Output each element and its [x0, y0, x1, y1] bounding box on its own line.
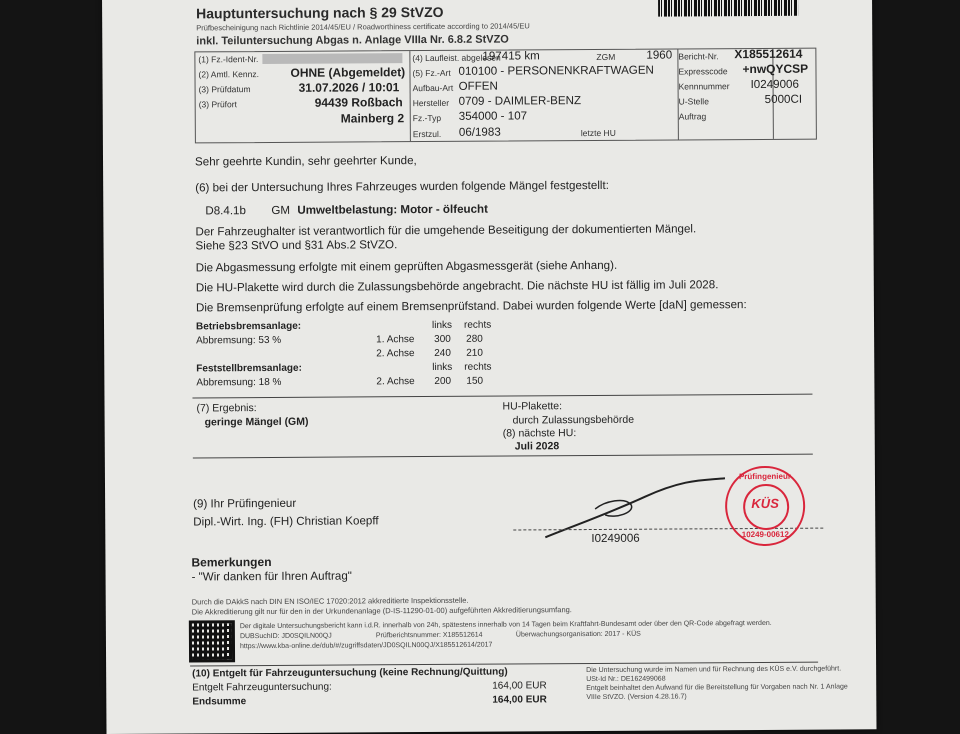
document-title: Hauptuntersuchung nach § 29 StVZO [196, 3, 444, 22]
ergebnis-value: geringe Mängel (GM) [204, 415, 309, 429]
zgm-value: 1960 [646, 48, 673, 62]
remarks-text: - "Wir danken für Ihren Auftrag" [191, 569, 352, 584]
paragraph-legal-ref: Siehe §23 StVO und §31 Abs.2 StVZO. [195, 238, 398, 253]
qr-code[interactable] [192, 623, 232, 659]
plakette-label: HU-Plakette: [502, 400, 563, 413]
digital-dub-id: DUBSuchID: JD0SQILN00QJ [239, 632, 332, 641]
brake-row-rechts: 280 [466, 333, 483, 345]
fz-ident-label: (1) Fz.-Ident-Nr. [198, 54, 259, 65]
aufbau-value: OFFEN [458, 79, 498, 93]
betrieb-abbremsung: Abbremsung: 53 % [196, 334, 282, 347]
col-links-header: links [432, 361, 453, 373]
plakette-value: durch Zulassungsbehörde [512, 413, 635, 427]
fee-note-2: USt-Id Nr.: DE162499068 [586, 675, 666, 684]
paragraph-plakette: Die HU-Plakette wird durch die Zulassungsbehörde angebracht. Die nächste HU ist fällig im Juli 2028. [195, 278, 719, 295]
paragraph-exhaust: Die Abgasmessung erfolgte mit einem geprüften Abgasmessgerät (siehe Anhang). [195, 258, 618, 275]
brake-row-links: 200 [434, 375, 452, 387]
erstzul-value: 06/1983 [458, 125, 501, 139]
ustelle-label: U-Stelle [678, 96, 709, 107]
fee-row-label: Entgelt Fahrzeuguntersuchung: [192, 681, 332, 694]
fz-art-label: (5) Fz.-Art [412, 67, 451, 79]
col-links-header: links [431, 319, 453, 331]
express-label: Expresscode [678, 66, 728, 77]
laufleist-value: 197415 km [482, 49, 540, 63]
brake-row-achse: 1. Achse [376, 334, 415, 346]
paragraph-brakes: Die Bremsenprüfung erfolgte auf einem Bremsenprüfstand. Dabei wurden folgende Werte [daN] gemessen: [195, 298, 747, 315]
fest-abbremsung: Abbremsung: 18 % [196, 376, 282, 389]
fz-typ-label: Fz.-Typ [412, 112, 442, 124]
maengel-code: D8.4.1b [205, 204, 246, 218]
barcode [658, 0, 798, 17]
fz-typ-value: 354000 - 107 [458, 109, 528, 123]
bericht-value: X185512614 [734, 46, 803, 62]
ergebnis-label: (7) Ergebnis: [196, 402, 257, 415]
aufbau-label: Aufbau-Art [412, 82, 454, 94]
bericht-label: Bericht-Nr. [678, 51, 719, 62]
ustelle-value: 5000CI [764, 92, 803, 106]
maengel-category: GM [271, 203, 291, 217]
inspector-name: Dipl.-Wirt. Ing. (FH) Christian Koepff [193, 514, 379, 529]
fee-total-value: 164,00 EUR [492, 694, 547, 706]
brake-row-achse: 2. Achse [376, 348, 415, 360]
col-rechts-header: rechts [463, 319, 492, 331]
inspector-label: (9) Ihr Prüfingenieur [193, 496, 297, 511]
pruefort-street: Mainberg 2 [340, 111, 405, 126]
fee-title: (10) Entgelt für Fahrzeuguntersuchung (keine Rechnung/Quittung) [192, 666, 508, 680]
pruefdatum-label: (3) Prüfdatum [198, 84, 251, 95]
greeting: Sehr geehrte Kundin, sehr geehrter Kunde, [194, 154, 417, 169]
document-subtitle: Prüfbescheinigung nach Richtlinie 2014/45/EU / Roadworthiness certificate according to 2014/45/EU [196, 21, 530, 33]
inspector-id: I0249006 [591, 531, 640, 546]
brake-row-links: 240 [434, 347, 451, 359]
kennnummer-value: I0249006 [750, 77, 799, 92]
fee-note-3: Entgelt beinhaltet den Aufwand für die Bereitstellung für Vorgaben nach Nr. 1 Anlage [586, 683, 848, 693]
remarks-title: Bemerkungen [191, 554, 272, 570]
fee-note-4: VIIIe StVZO. (Version 4.28.16.7) [586, 693, 687, 702]
express-value: +nwQYCSP [742, 61, 809, 77]
fest-label: Feststellbremsanlage: [196, 362, 302, 375]
zgm-label: ZGM [596, 51, 616, 62]
hersteller-label: Hersteller [412, 97, 450, 109]
letzte-hu-label: letzte HU [580, 127, 616, 139]
next-hu-value: Juli 2028 [514, 440, 560, 453]
amtl-kennz-value: OHNE (Abgemeldet) [290, 65, 406, 80]
fee-row-value: 164,00 EUR [492, 680, 547, 692]
digital-org: Überwachungsorganisation: 2017 - KÜS [515, 630, 641, 639]
maengel-text: Umweltbelastung: Motor - ölfeucht [297, 202, 489, 217]
paragraph-responsibility: Der Fahrzeughalter ist verantwortlich für die umgehende Beseitigung der dokumentierten Mängel. [195, 222, 697, 239]
fee-note-1: Die Untersuchung wurde im Namen und für Rechnung des KÜS e.V. durchgeführt. [586, 665, 842, 675]
kues-stamp: Prüfingenieur KÜS 10249-00612 [725, 466, 805, 546]
digital-url[interactable]: https://www.kba-online.de/dub/#/zugriffsdaten/JD0SQILN00QJ/X185512614/2017 [239, 641, 493, 651]
maengel-intro: (6) bei der Untersuchung Ihres Fahrzeuges wurden folgende Mängel festgestellt: [195, 178, 609, 195]
col-rechts-header: rechts [464, 361, 492, 373]
brake-row-achse: 2. Achse [376, 376, 415, 388]
amtl-kennz-label: (2) Amtl. Kennz. [198, 69, 259, 80]
hersteller-value: 0709 - DAIMLER-BENZ [458, 94, 582, 108]
kennnummer-label: Kennnummer [678, 81, 730, 92]
laufleist-label: (4) Laufleist. abgelesen [412, 52, 501, 64]
next-hu-label: (8) nächste HU: [502, 427, 577, 440]
divider [193, 454, 813, 459]
accreditation-line-1: Durch die DAkkS nach DIN EN ISO/IEC 17020:2012 akkreditierte Inspektionsstelle. [191, 595, 469, 607]
auftrag-label: Auftrag [678, 111, 707, 122]
fee-total-label: Endsumme [192, 696, 247, 708]
digital-report-no: Prüfberichtsnummer: X185512614 [375, 631, 483, 640]
brake-row-rechts: 150 [466, 375, 484, 387]
erstzul-label: Erstzul. [412, 128, 442, 140]
pruefort-label: (3) Prüfort [198, 99, 237, 110]
pruefort-value: 94439 Roßbach [314, 95, 403, 110]
brake-row-links: 300 [434, 333, 451, 345]
document-title-2: inkl. Teiluntersuchung Abgas n. Anlage VIIIa Nr. 6.8.2 StVZO [196, 33, 509, 48]
accreditation-line-2: Die Akkreditierung gilt nur für den in der Urkundenanlage (D-IS-11290-01-00) aufgeführten Akkreditierungsumfang. [191, 605, 572, 617]
pruefdatum-value: 31.07.2026 / 10:01 [298, 80, 400, 95]
brake-row-rechts: 210 [466, 347, 483, 359]
betrieb-label: Betriebsbremsanlage: [196, 320, 302, 333]
inspection-certificate [102, 0, 877, 734]
fz-art-value: 010100 - PERSONENKRAFTWAGEN [458, 63, 654, 78]
divider [192, 394, 812, 399]
redacted-vin [262, 53, 402, 64]
digital-line-1: Der digitale Untersuchungsbericht kann i.d.R. innerhalb von 24h, spätestens innerhalb von 14 Tagen beim Kraftfahrt-Bundesamt oder über den QR-Code abgefragt werden. [239, 619, 772, 631]
